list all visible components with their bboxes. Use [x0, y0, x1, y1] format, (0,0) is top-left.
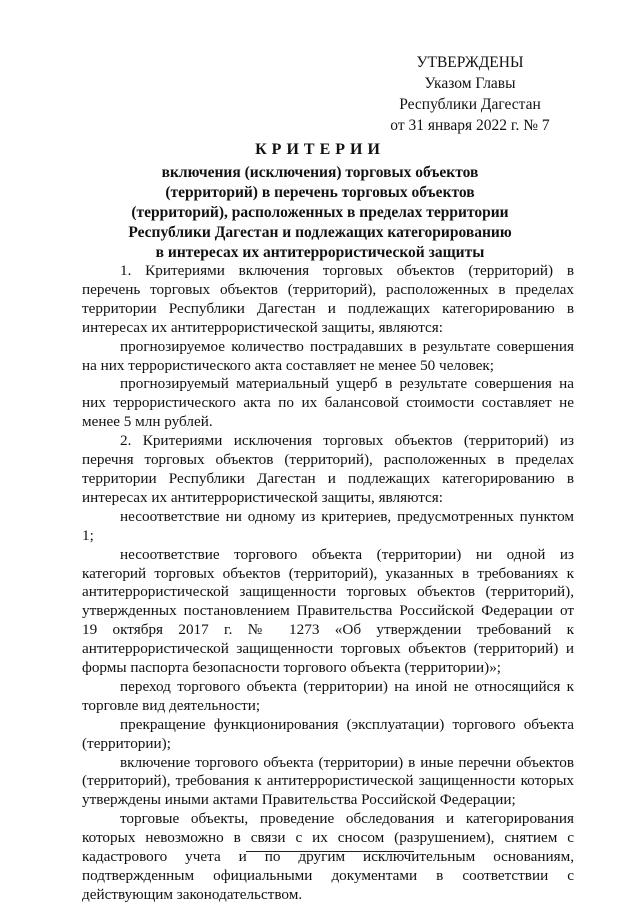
paragraph: прекращение функционирования (эксплуатации) торгового объекта (территории);	[82, 715, 574, 752]
paragraph: 1. Критериями включения торговых объектов (территорий) в перечень торговых объектов (территорий), расположенных в пределах территории Республики Дагестан и подлежащих категорированию в интересах их антитеррористической защиты, являются:	[82, 262, 574, 336]
paragraph: прогнозируемое количество пострадавших в результате совершения на них террористического акта составляет не менее 50 человек;	[82, 337, 574, 374]
paragraph: прогнозируемый материальный ущерб в результате совершения на них террористического акта по их балансовой стоимости составляет не менее 5 млн рублей.	[82, 375, 574, 431]
approval-line: УТВЕРЖДЕНЫ	[416, 54, 524, 71]
title-line: Республики Дагестан и подлежащих категорированию	[128, 224, 512, 241]
paragraph: несоответствие торгового объекта (территории) ни одной из категорий торговых объектов (территорий), указанных в требованиях к антитеррористической защищенности торговых объектов (территорий), утвержденных постановлением Правительства Российской Федерации от 19 октября 2017 г. № 1273 «Об утверждении требований к антитеррористической защищенности торговых объектов (территорий) и формы паспорта безопасности торгового объекта (территории)»;	[82, 545, 574, 677]
approval-line: от 31 января 2022 г. № 7	[390, 117, 550, 134]
paragraph: включение торгового объекта (территории) в иные перечни объектов (территорий), требования к антитеррористической защищенности которых утверждены иными актами Правительства Российской Федерации;	[82, 753, 574, 809]
title-line: (территорий) в перечень торговых объектов	[165, 184, 475, 201]
approval-line: Указом Главы	[424, 75, 516, 92]
document-title	[60, 140, 580, 263]
paragraph: несоответствие ни одному из критериев, предусмотренных пунктом 1;	[82, 507, 574, 544]
approval-stamp	[384, 52, 556, 136]
title-heading: КРИТЕРИИ	[255, 141, 385, 158]
paragraph: торговые объекты, проведение обследования и категорирования которых невозможно в связи с их сносом (разрушением), снятием с кадастрового учета и по другим исключительным основаниям, подтвержденным официальными документами в соответствии с действующим законодательством.	[82, 810, 574, 903]
document-body	[82, 262, 574, 905]
paragraph: переход торгового объекта (территории) на иной не относящийся к торговле вид деятельности;	[82, 677, 574, 714]
approval-line: Республики Дагестан	[399, 96, 541, 113]
closing-divider	[246, 851, 414, 852]
paragraph: 2. Критериями исключения торговых объектов (территорий) из перечня торговых объектов (территорий), расположенных в пределах территории Республики Дагестан и подлежащих категорированию в интересах их антитеррористической защиты, являются:	[82, 432, 574, 506]
title-line: включения (исключения) торговых объектов	[161, 164, 479, 181]
title-line: (территорий), расположенных в пределах территории	[131, 204, 509, 221]
title-line: в интересах их антитеррористической защиты	[155, 244, 485, 261]
